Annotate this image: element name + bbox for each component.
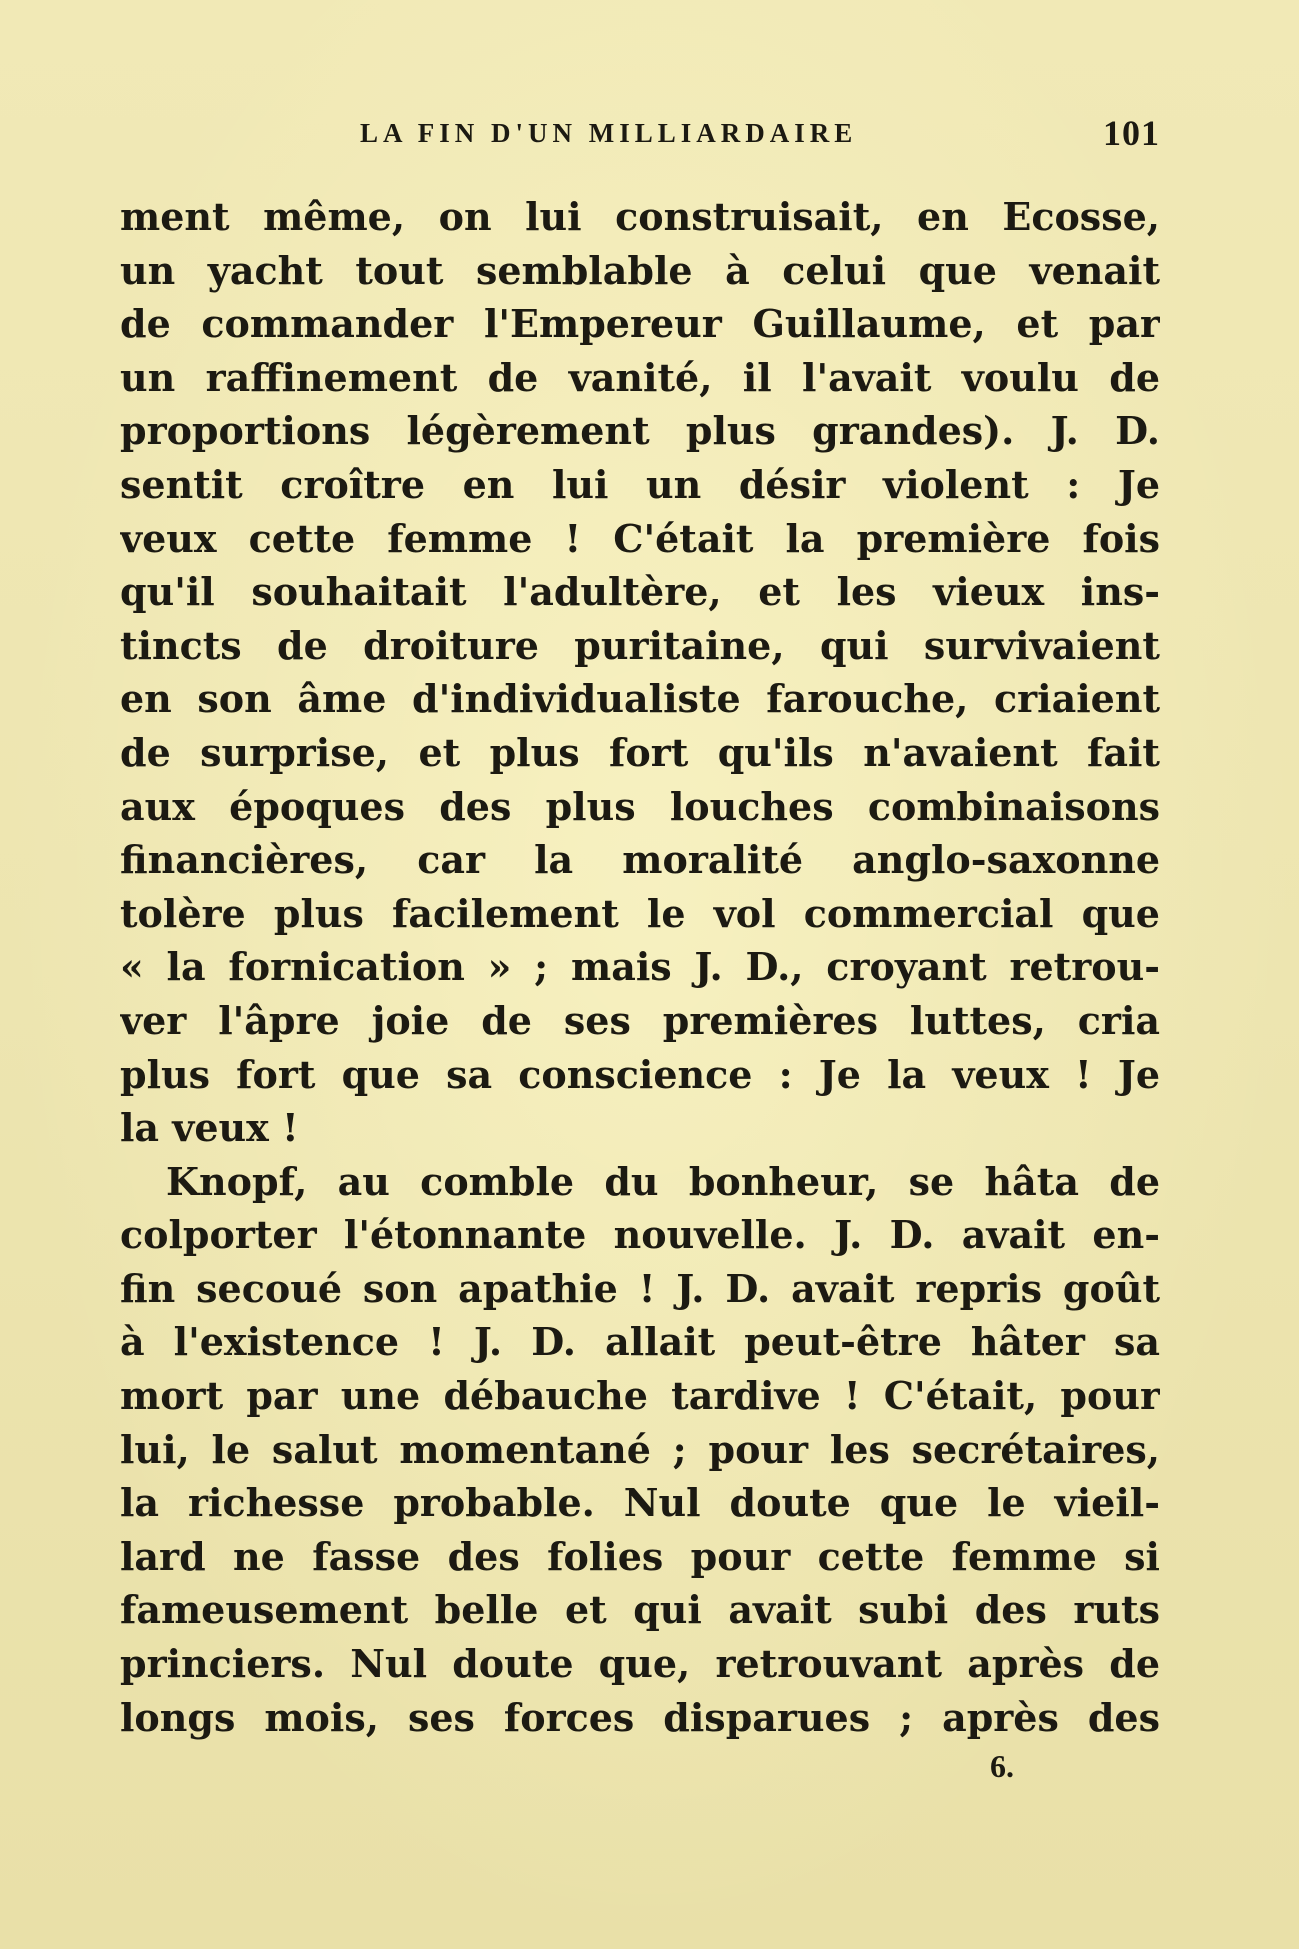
text-line: à l'existence ! J. D. allait peut-être hâter sa xyxy=(120,1319,1160,1365)
text-line: sentit croître en lui un désir violent : Je xyxy=(120,461,1160,507)
text-line: ver l'âpre joie de ses premières luttes, cria xyxy=(120,997,1160,1043)
running-title: LA FIN D'UN MILLIARDAIRE xyxy=(360,118,858,148)
text-line: de commander l'Empereur Guillaume, et par xyxy=(120,301,1160,347)
text-line: mort par une débauche tardive ! C'était, pour xyxy=(120,1373,1160,1419)
text-line: aux époques des plus louches combinaisons xyxy=(120,783,1160,829)
text-line: « la fornication » ; mais J. D., croyant retrou- xyxy=(120,944,1160,990)
text-line: proportions légèrement plus grandes). J. D. xyxy=(120,408,1160,454)
paragraph-end-line: la veux ! xyxy=(120,1105,299,1151)
signature-mark: 6. xyxy=(990,1748,1014,1784)
text-line: fameusement belle et qui avait subi des ruts xyxy=(120,1587,1160,1633)
text-line: en son âme d'individualiste farouche, criaient xyxy=(120,676,1160,722)
text-line: un raffinement de vanité, il l'avait voulu de xyxy=(120,354,1160,400)
text-line: longs mois, ses forces disparues ; après des xyxy=(120,1694,1160,1740)
body-text xyxy=(120,190,1160,1744)
text-line: lard ne fasse des folies pour cette femme si xyxy=(120,1533,1160,1579)
text-line: un yacht tout semblable à celui que venait xyxy=(120,247,1160,293)
paragraph-start-line: Knopf, au comble du bonheur, se hâta de xyxy=(166,1158,1160,1204)
text-line: fin secoué son apathie ! J. D. avait repris goût xyxy=(120,1265,1160,1311)
page-number: 101 xyxy=(1103,113,1160,153)
text-line: tincts de droiture puritaine, qui survivaient xyxy=(120,622,1160,668)
text-line: de surprise, et plus fort qu'ils n'avaient fait xyxy=(120,729,1160,775)
text-line: la richesse probable. Nul doute que le vieil- xyxy=(120,1480,1160,1526)
text-line: princiers. Nul doute que, retrouvant après de xyxy=(120,1641,1160,1687)
text-line: financières, car la moralité anglo-saxonne xyxy=(120,837,1160,883)
text-line: plus fort que sa conscience : Je la veux ! Je xyxy=(120,1051,1160,1097)
page-header xyxy=(360,113,1160,158)
text-line: lui, le salut momentané ; pour les secrétaires, xyxy=(120,1426,1160,1472)
text-line: veux cette femme ! C'était la première fois xyxy=(120,515,1160,561)
text-line: qu'il souhaitait l'adultère, et les vieux ins- xyxy=(120,569,1160,615)
text-line: ment même, on lui construisait, en Ecosse, xyxy=(120,194,1160,239)
text-line: colporter l'étonnante nouvelle. J. D. avait en- xyxy=(120,1212,1160,1258)
text-line: tolère plus facilement le vol commercial que xyxy=(120,890,1160,936)
